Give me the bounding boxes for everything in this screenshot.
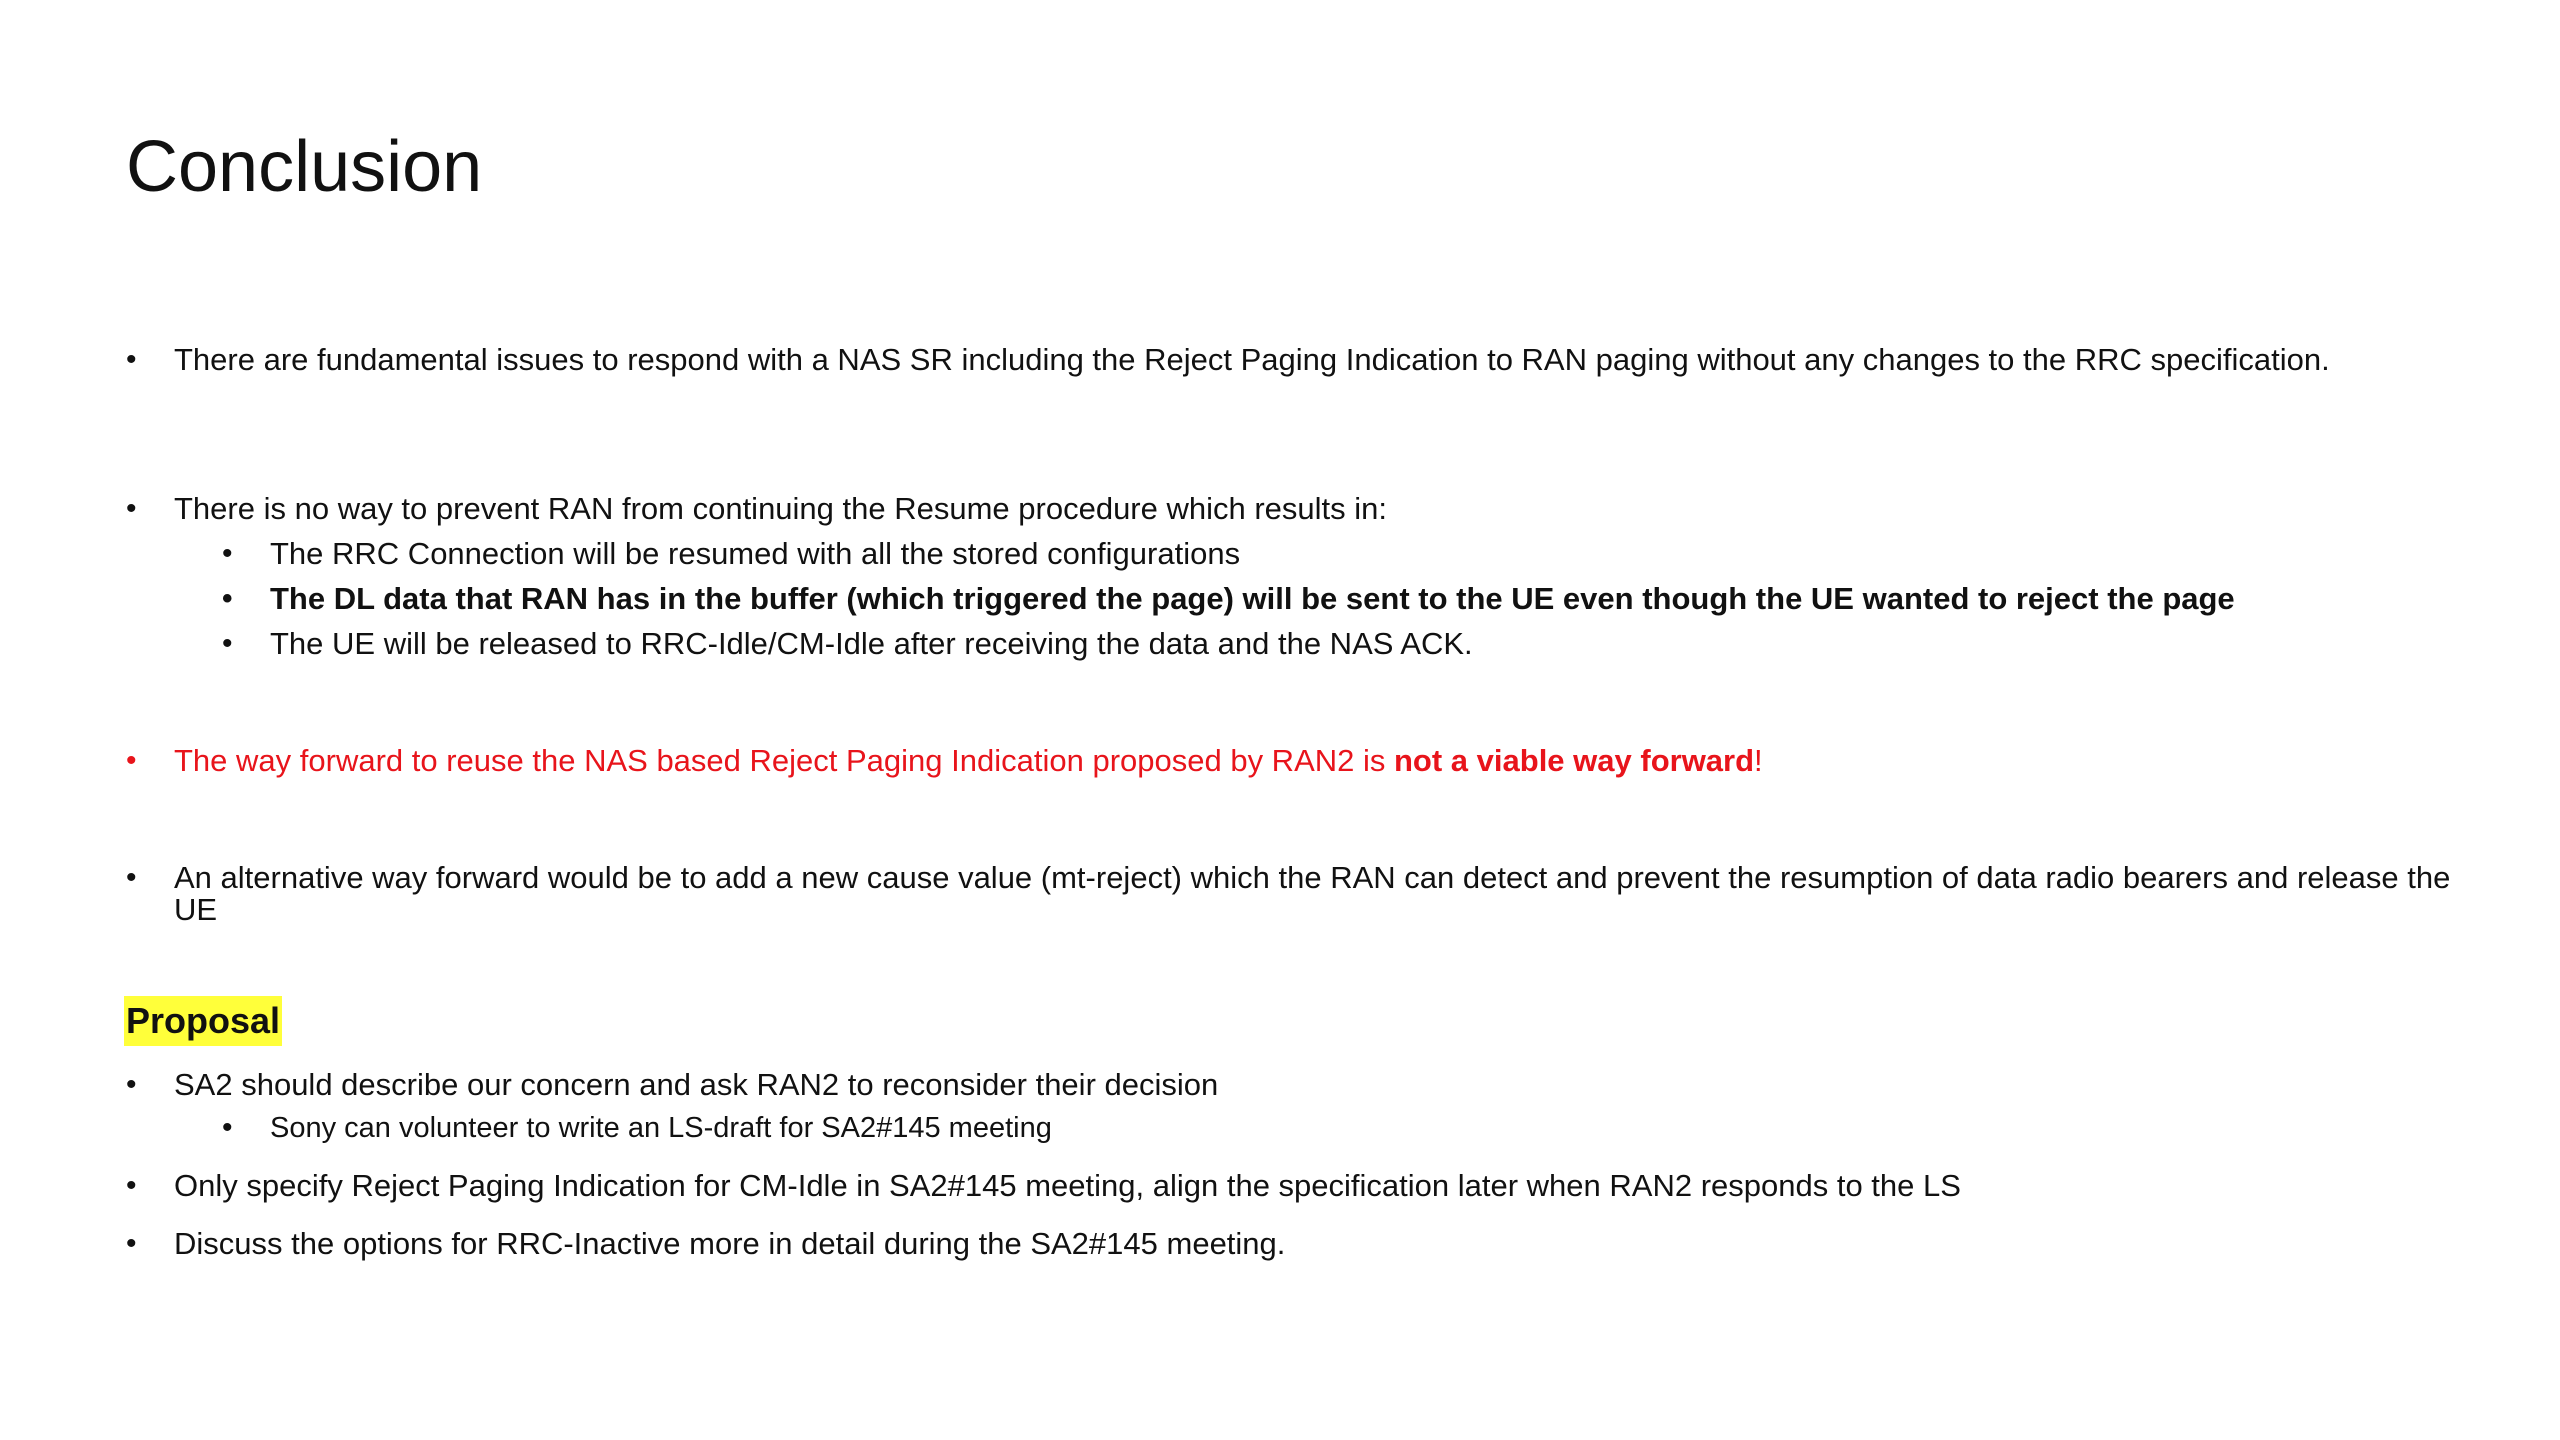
proposal-item xyxy=(126,1228,2496,1260)
bullet-icon: • xyxy=(126,1068,137,1101)
bullet-text: There is no way to prevent RAN from continuing the Resume procedure which results in: xyxy=(174,491,1388,526)
warning-text-before: The way forward to reuse the NAS based Reject Paging Indication proposed by RAN2 is xyxy=(174,743,1394,778)
bullet-icon: • xyxy=(126,1169,137,1202)
bullet-text: An alternative way forward would be to add a new cause value (mt-reject) which the RAN can detect and prevent the resumption of data radio bearers and release the UE xyxy=(174,860,2451,927)
sub-bullet-item xyxy=(222,583,2522,615)
sub-bullet-item xyxy=(222,628,2522,660)
proposal-text: Discuss the options for RRC-Inactive more in detail during the SA2#145 meeting. xyxy=(174,1226,1286,1261)
sub-bullet-text: The UE will be released to RRC-Idle/CM-Idle after receiving the data and the NAS ACK. xyxy=(270,626,1473,661)
bullet-item xyxy=(126,493,2496,525)
proposal-text: SA2 should describe our concern and ask RAN2 to reconsider their decision xyxy=(174,1067,1219,1102)
bullet-icon: • xyxy=(126,1227,137,1260)
bullet-icon: • xyxy=(126,343,137,376)
proposal-item xyxy=(126,1170,2496,1202)
bullet-icon: • xyxy=(222,537,233,570)
bullet-icon: • xyxy=(126,744,137,777)
slide-title: Conclusion xyxy=(126,127,483,207)
bullet-icon: • xyxy=(222,1111,233,1144)
bullet-icon: • xyxy=(126,861,137,894)
bullet-icon: • xyxy=(222,582,233,615)
proposal-sub-item xyxy=(222,1112,2522,1144)
warning-text-bold: not a viable way forward xyxy=(1394,743,1755,778)
bullet-item-warning xyxy=(126,745,2496,777)
bullet-text-warning xyxy=(174,745,2496,777)
proposal-heading: Proposal xyxy=(124,996,282,1046)
bullet-text: There are fundamental issues to respond with a NAS SR including the Reject Paging Indication to RAN paging without any changes to the RRC specification. xyxy=(174,342,2330,377)
bullet-item xyxy=(126,344,2496,376)
sub-bullet-item xyxy=(222,538,2522,570)
bullet-item xyxy=(126,862,2496,926)
sub-bullet-text-bold: The DL data that RAN has in the buffer (which triggered the page) will be sent to the UE even though the UE wanted to reject the page xyxy=(270,581,2235,616)
proposal-text: Only specify Reject Paging Indication for CM-Idle in SA2#145 meeting, align the specification later when RAN2 responds to the LS xyxy=(174,1168,1961,1203)
warning-text-after: ! xyxy=(1754,743,1763,778)
bullet-icon: • xyxy=(126,492,137,525)
proposal-item xyxy=(126,1069,2496,1101)
proposal-sub-text: Sony can volunteer to write an LS-draft for SA2#145 meeting xyxy=(270,1112,1052,1144)
bullet-icon: • xyxy=(222,627,233,660)
sub-bullet-text: The RRC Connection will be resumed with all the stored configurations xyxy=(270,536,1241,571)
